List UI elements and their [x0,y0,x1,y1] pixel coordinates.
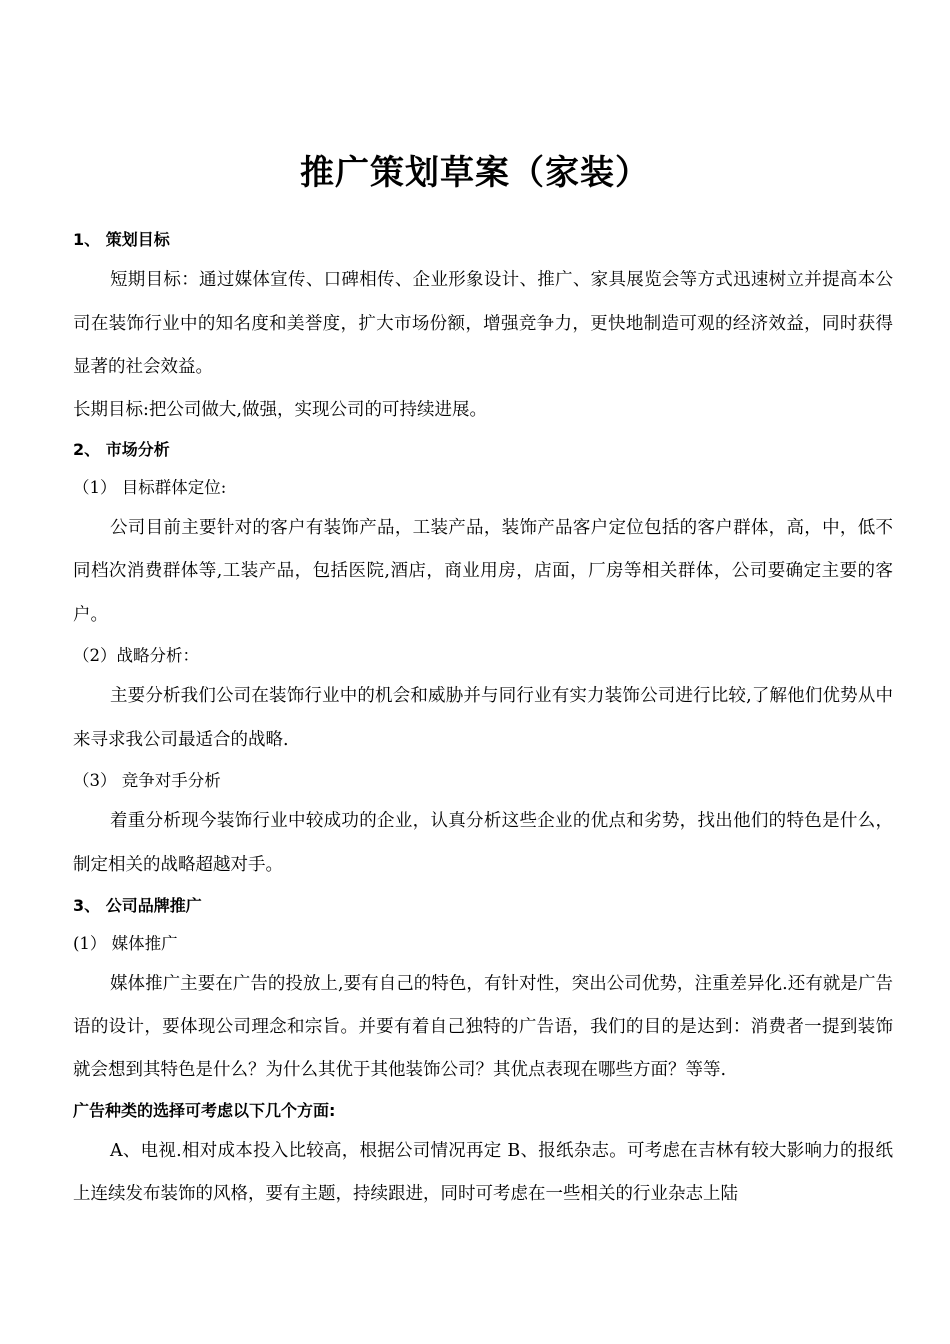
long-term-goal-paragraph: 长期目标:把公司做大,做强，实现公司的可持续进展。 [73,399,487,420]
document-body [73,221,893,1216]
ad-types-heading: 广告种类的选择可考虑以下几个方面: [73,1101,336,1120]
short-term-goal-paragraph: 短期目标：通过媒体宣传、口碑相传、企业形象设计、推广、家具展览会等方式迅速树立并提高本公司在装饰行业中的知名度和美誉度，扩大市场份额，增强竞争力，更快地制造可观的经济效益，同时获得显著的社会效益。 [73,270,893,377]
target-group-paragraph: 公司目前主要针对的客户有装饰产品，工装产品，装饰产品客户定位包括的客户群体，高，中，低不同档次消费群体等,工装产品，包括医院,酒店，商业用房，店面，厂房等相关群体，公司要确定主要的客户。 [73,517,893,625]
competitors-paragraph: 着重分析现今装饰行业中较成功的企业，认真分析这些企业的优点和劣势，找出他们的特色是什么，制定相关的战略超越对手。 [73,811,893,875]
subsection-title-target-group: （1） 目标群体定位: [73,477,227,497]
strategy-paragraph: 主要分析我们公司在装饰行业中的机会和威胁并与同行业有实力装饰公司进行比较,了解他们优势从中来寻求我公司最适合的战略. [73,686,893,750]
section-heading-market-analysis: 2、 市场分析 [73,439,170,459]
media-promotion-paragraph: 媒体推广主要在广告的投放上,要有自己的特色，有针对性，突出公司优势，注重差异化.还有就是广告语的设计，要体现公司理念和宗旨。并要有着自己独特的广告语，我们的目的是达到：消费者一提到装饰就会想到其特色是什么？为什么其优于其他装饰公司？其优点表现在哪些方面？等等. [73,974,893,1080]
ad-types-paragraph: A、电视.相对成本投入比较高，根据公司情况再定 B、报纸杂志。可考虑在吉林有较大影响力的报纸上连续发布装饰的风格，要有主题，持续跟进，同时可考虑在一些相关的行业杂志上陆 [73,1141,893,1204]
subsection-title-competitors: （3） 竞争对手分析 [73,771,221,790]
subsection-title-media: (1） 媒体推广 [73,934,178,953]
document-title: 推广策划草案（家装） [300,153,650,193]
section-heading-goals: 1、 策划目标 [73,230,170,249]
section-heading-brand-promotion: 3、 公司品牌推广 [73,896,202,915]
subsection-title-strategy: （2）战略分析： [73,646,199,665]
